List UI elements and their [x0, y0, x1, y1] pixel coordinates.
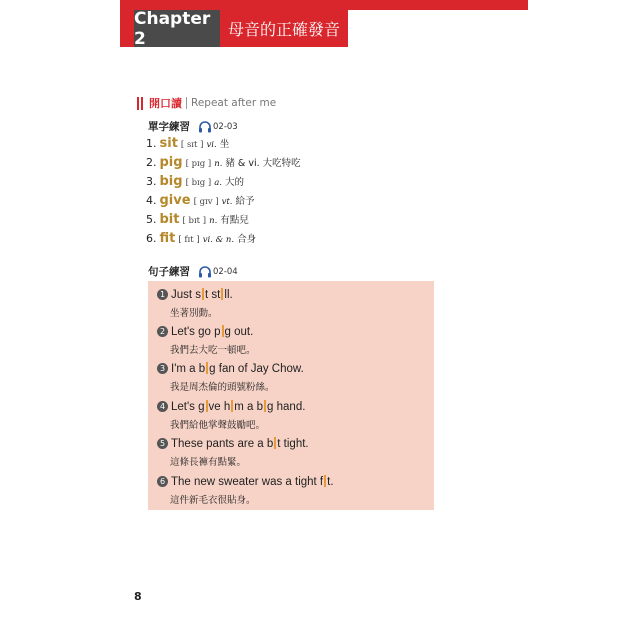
sentence-3-translation: 我是周杰倫的頭號粉絲。 [170, 382, 275, 393]
sentence-1: 1 Just s t st ll. [157, 287, 233, 301]
sentence-5-translation: 這條長褲有點緊。 [170, 457, 247, 468]
vowel-marker [274, 437, 276, 449]
list-item: 2. pig [ pɪg ] n. 豬 & vi. 大吃特吃 [146, 155, 301, 170]
vowel-marker [324, 475, 326, 487]
sentence-6-translation: 這件新毛衣很貼身。 [170, 495, 256, 506]
list-item: 3. big [ bɪg ] a. 大的 [146, 174, 245, 189]
sentence-2: 2 Let's go p g out. [157, 324, 253, 338]
headphones-icon [198, 120, 212, 133]
list-item: 5. bit [ bɪt ] n. 有點兒 [146, 212, 249, 227]
vowel-marker [206, 400, 208, 412]
header-spacer [348, 10, 528, 47]
sentence-5: 5 These pants are a b t tight. [157, 436, 309, 450]
sentence-4: 4 Let's g ve h m a b g hand. [157, 399, 305, 413]
vowel-marker [231, 400, 233, 412]
list-item: 1. sit [ sɪt ] vi. 坐 [146, 136, 230, 151]
section-divider [186, 97, 187, 109]
word-practice-label: 單字練習 [148, 121, 190, 133]
sentence-practice-heading [148, 264, 238, 279]
sentence-3: 3 I'm a b g fan of Jay Chow. [157, 361, 304, 375]
word-list [146, 136, 301, 250]
list-item: 4. give [ gɪv ] vt. 給予 [146, 193, 255, 208]
section-title-cn: 開口讀 [149, 97, 182, 110]
section-title-en: Repeat after me [191, 97, 277, 109]
sentence-4-translation: 我們給他掌聲鼓勵吧。 [170, 420, 266, 431]
section-heading [137, 95, 276, 111]
vowel-marker [264, 400, 266, 412]
section-bar [137, 97, 139, 110]
section-bar [141, 97, 143, 110]
chapter-title: 母音的正確發音 [220, 10, 348, 47]
sentence-practice-label: 句子練習 [148, 266, 190, 278]
vowel-marker [202, 288, 204, 300]
page-number: 8 [134, 590, 142, 603]
sentence-2-translation: 我們去大吃一頓吧。 [170, 345, 256, 356]
list-item: 6. fit [ fɪt ] vi. & n. 合身 [146, 231, 257, 246]
sentence-6: 6 The new sweater was a tight f t. [157, 474, 334, 488]
word-practice-heading [148, 119, 238, 134]
vowel-marker [206, 362, 208, 374]
vowel-marker [222, 325, 224, 337]
track-number: 02-03 [213, 121, 238, 132]
track-number: 02-04 [213, 266, 238, 277]
chapter-label: Chapter 2 [134, 10, 220, 47]
headphones-icon [198, 265, 212, 278]
sentence-box [148, 281, 434, 510]
sentence-1-translation: 坐著別動。 [170, 308, 218, 319]
header-top-strip [348, 0, 528, 10]
